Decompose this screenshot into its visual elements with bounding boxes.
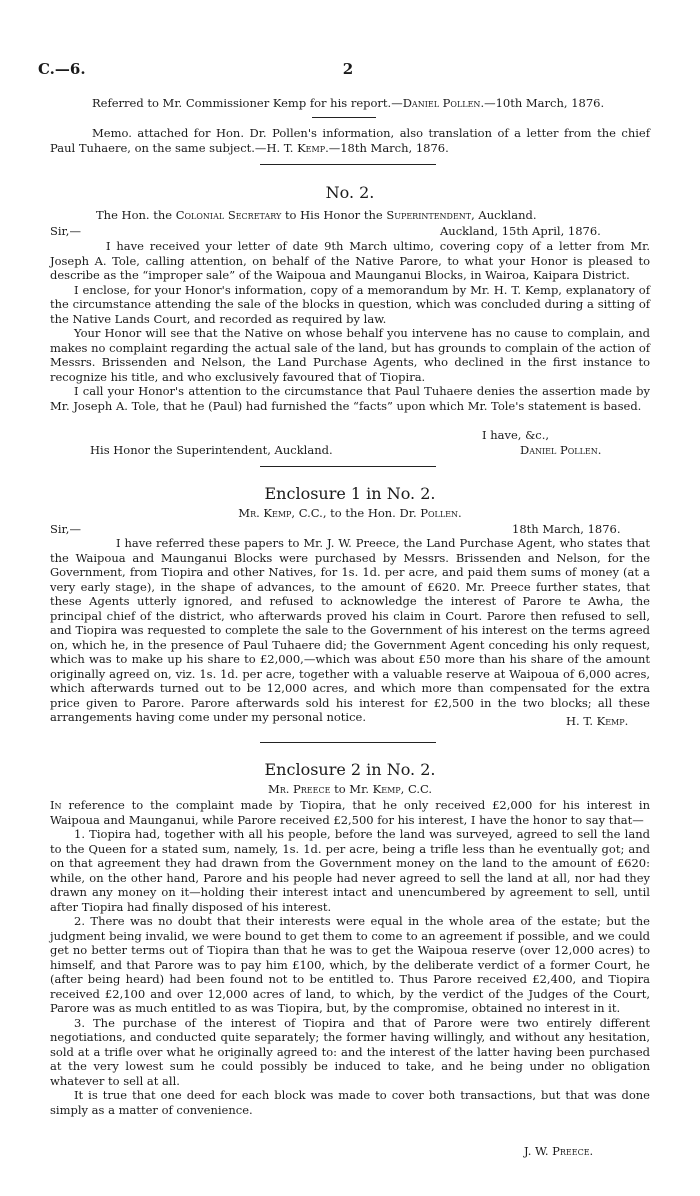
- heading-text: to Mr.: [334, 782, 369, 796]
- section-divider: [260, 164, 436, 165]
- heading-sender: Colonial Secretary: [175, 208, 282, 222]
- section-title: No. 2.: [325, 183, 375, 202]
- paragraph: I enclose, for your Honor's information, copy of a memorandum by Mr. H. T. Kemp, explanatory of the circumstance attending the sale of the blocks in question, which was concluded during a sitting of the Native Lands Court, and recorded as required by law.: [50, 282, 650, 326]
- heading-recipient: Kemp: [372, 782, 401, 796]
- section-divider: [260, 466, 436, 467]
- letter-heading: [0, 506, 700, 520]
- letter-body: [50, 798, 650, 1117]
- memo-text: Memo. attached for Hon. Dr. Pollen's information, also translation of a letter from the chief Paul Tuhaere, on the same subject.—: [50, 126, 650, 155]
- short-divider: [312, 117, 376, 118]
- paragraph: It is true that one deed for each block was made to cover both transactions, but that was done simply as a matter of convenience.: [50, 1088, 650, 1117]
- memo-note: [50, 126, 650, 156]
- referral-signer: Daniel Pollen: [402, 96, 481, 110]
- paragraph: Your Honor will see that the Native on whose behalf you intervene has no cause to complain, and makes no complaint regarding the actual sale of the land, but has grounds to complain of the action of Messrs. Brissenden and Nelson, the Land Purchase Agents, who declined in the first instance to recognize his title, and who exclusively favoured that of Tiopira.: [50, 326, 650, 384]
- letter-heading: [96, 208, 537, 222]
- signature: Daniel Pollen.: [520, 443, 602, 457]
- page-number: 2: [342, 60, 354, 78]
- dateline: 18th March, 1876.: [512, 522, 621, 536]
- heading-sender: Mr. Preece: [267, 782, 331, 796]
- closing: I have, &c.,: [482, 428, 550, 442]
- document-reference: C.—6.: [38, 60, 86, 78]
- signature: H. T. Kemp.: [566, 714, 629, 728]
- heading-recipient: Superintendent: [386, 208, 472, 222]
- paragraph: I have referred these papers to Mr. J. W. Preece, the Land Purchase Agent, who states that the Waipoua and Maunganui Blocks were purchased by Messrs. Brissenden and Nelson, for the Government, from Tiopira and other Natives, for 1s. 1d. per acre, and paid them sums of money (at a very early stage), in the shape of advances, to the amount of £620. Mr. Preece further states, that these Agents utterly ignored, and refused to acknowledge the interest of Parore te Awha, the principal chief of the district, who afterwards proved his claim in Court. Parore then refused to sell, and Tiopira was requested to complete the sale to the Government of his interest on the terms agreed on, which he, in the presence of Paul Tuhaere did; the Government Agent conceding his only request, which was to make up his share to £2,000,—which was about £50 more than his share of the amount originally agreed on, viz. 1s. 1d. per acre, together with a valuable reserve at Waipoua of 6,000 acres, which afterwards turned out to be 12,000 acres, and which more than compensated for the extra price given to Parore. Parore afterwards sold his interest for £2,500 in the two blocks; all these arrangements having come under my personal notice.: [50, 536, 650, 724]
- paragraph: I have received your letter of date 9th March ultimo, covering copy of a letter from Mr. Joseph A. Tole, calling attention, on behalf of the Native Parore, to what your Honor is pleased to describe as the “improper sale” of the Waipoua and Maunganui Blocks, in Wairoa, Kaipara District.: [50, 239, 650, 282]
- heading-text: .: [458, 506, 462, 520]
- signature: J. W. Preece.: [524, 1144, 594, 1158]
- section-divider: [260, 742, 436, 743]
- heading-recipient: Pollen: [420, 506, 459, 520]
- referral-note: [40, 96, 680, 111]
- referral-text: Referred to Mr. Commissioner Kemp for his report.—: [92, 96, 403, 110]
- intro-first-word: In: [50, 798, 62, 812]
- memo-signer: H. T. Kemp: [266, 141, 326, 155]
- letter-heading: [0, 782, 700, 796]
- letter-body: [50, 239, 650, 413]
- intro-text: reference to the complaint made by Tiopira, that he only received £2,000 for his interest in Waipoua and Maunganui, while Parore received £2,500 for his interest, I have the honor to say that—: [50, 798, 651, 827]
- heading-text: , C.C.: [400, 782, 433, 796]
- page-header: [38, 60, 658, 82]
- section-title: Enclosure 2 in No. 2.: [264, 760, 436, 779]
- letter-body: [50, 536, 650, 725]
- heading-text: , C.C., to the Hon. Dr.: [291, 506, 417, 520]
- referral-date: .—10th March, 1876.: [480, 96, 605, 110]
- heading-sender: Mr. Kemp: [238, 506, 292, 520]
- heading-text: to His Honor the: [284, 208, 383, 222]
- paragraph: [50, 798, 650, 827]
- memo-date: .—18th March, 1876.: [325, 141, 449, 155]
- paragraph: 2. There was no doubt that their interests were equal in the whole area of the estate; but the judgment being invalid, we were bound to get them to come to an agreement if possible, and we could get no better terms out of Tiopira than that he was to get the Waipoua reserve (over 12,000 acres) to himself, and that Parore was to pay him £100, which, by the deliberate verdict of a former Court, he (after being heard) had been found not to be entitled to. Thus Parore received £2,400, and Tiopira received £2,100 and over 12,000 acres of land, to which, by the verdict of the Judges of the Court, Parore was as much entitled to as was Tiopira, but, by the compromise, obtained no interest in it.: [50, 914, 650, 1015]
- heading-text: , Auckland.: [471, 208, 537, 222]
- paragraph: 1. Tiopira had, together with all his people, before the land was surveyed, agreed to sell the land to the Queen for a stated sum, namely, 1s. 1d. per acre, being a trifle less than he eventually got; and on that agreement they had drawn from the Government money on the land to the amount of £620: while, on the other hand, Parore and his people had never agreed to sell the land at all, nor had they drawn any money on it—holding their interest intact and unencumbered by agreement to sell, until after Tiopira had finally disposed of his interest.: [50, 827, 650, 914]
- dateline: Auckland, 15th April, 1876.: [440, 224, 601, 238]
- paragraph: 3. The purchase of the interest of Tiopira and that of Parore were two entirely different negotiations, and conducted quite separately; the former having willingly, and without any hesitation, sold at a trifle over what he originally agreed to: and the interest of the latter having been purchased at the very lowest sum he could possibly be induced to take, and he being under no obligation whatever to sell at all.: [50, 1015, 650, 1088]
- heading-text: The Hon. the: [96, 208, 173, 222]
- paragraph: I call your Honor's attention to the circumstance that Paul Tuhaere denies the assertion made by Mr. Joseph A. Tole, that he (Paul) had furnished the “facts” upon which Mr. Tole's statement is based.: [50, 384, 650, 413]
- section-title: Enclosure 1 in No. 2.: [264, 484, 436, 503]
- salutation: Sir,—: [50, 224, 81, 238]
- salutation: Sir,—: [50, 522, 81, 536]
- addressee: His Honor the Superintendent, Auckland.: [90, 443, 333, 457]
